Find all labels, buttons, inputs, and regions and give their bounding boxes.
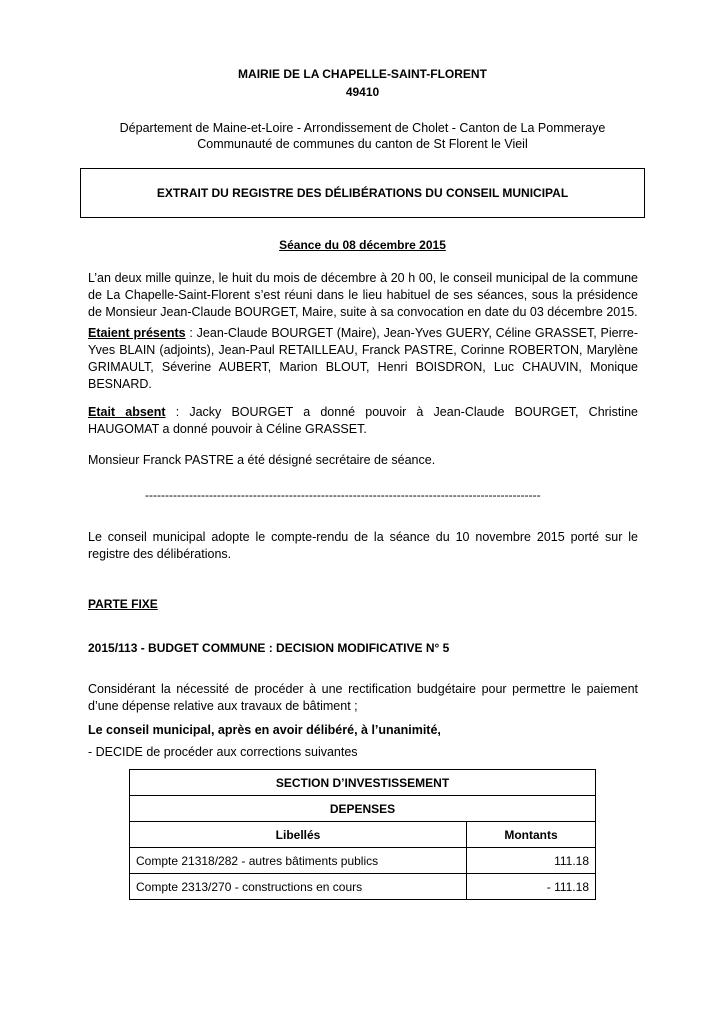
col-montants: Montants (467, 822, 596, 848)
row-libelle: Compte 21318/282 - autres bâtiments publics (130, 848, 467, 874)
postal-code: 49410 (345, 85, 380, 99)
secretaire-line: Monsieur Franck PASTRE a été désigné secrétaire de séance. (88, 453, 436, 467)
row-montant: - 111.18 (467, 874, 596, 900)
table-section-header: SECTION D’INVESTISSEMENT (130, 770, 596, 796)
mairie-title: MAIRIE DE LA CHAPELLE-SAINT-FLORENT (238, 67, 487, 81)
absent-text: : Jacky BOURGET a donné pouvoir à Jean-Claude BOURGET, Christine HAUGOMAT a donné pouvoir à Céline GRASSET. (88, 405, 638, 436)
table-header-row (130, 822, 596, 848)
row-montant: 111.18 (467, 848, 596, 874)
compte-rendu-paragraph: Le conseil municipal adopte le compte-rendu de la séance du 10 novembre 2015 porté sur le registre des délibérations. (88, 530, 638, 561)
table-row (130, 848, 596, 874)
table-sub-header: DEPENSES (130, 796, 596, 822)
intro-paragraph: L’an deux mille quinze, le huit du mois de décembre à 20 h 00, le conseil municipal de la commune de La Chapelle-Saint-Florent s’est réuni dans le lieu habituel de ses séances, sous la présidence de Monsieur Jean-Claude BOURGET, Maire, suite à sa convocation en date du 03 décembre 2015. (88, 271, 638, 319)
presents-label: Etaient présents (88, 326, 186, 340)
partie-fixe-heading: PARTE FIXE (88, 597, 158, 611)
extrait-title: EXTRAIT DU REGISTRE DES DÉLIBÉRATIONS DU CONSEIL MUNICIPAL (156, 186, 569, 200)
departement-line: Département de Maine-et-Loire - Arrondissement de Cholet - Canton de La Pommeraye (119, 121, 606, 135)
table-section-row (130, 770, 596, 796)
absent-paragraph (88, 404, 638, 438)
conseil-line: Le conseil municipal, après en avoir délibéré, à l’unanimité, (88, 723, 441, 737)
table-row (130, 874, 596, 900)
budget-table (129, 769, 596, 900)
table-sub-row (130, 796, 596, 822)
absent-label: Etait absent (88, 405, 166, 419)
separator-line: --------------------------------------------------------------------------------------------------- (145, 488, 541, 502)
row-libelle: Compte 2313/270 - constructions en cours (130, 874, 467, 900)
presents-text: : Jean-Claude BOURGET (Maire), Jean-Yves GUERY, Céline GRASSET, Pierre-Yves BLAIN (adjoints), Jean-Paul RETAILLEAU, Franck PASTRE, Corinne ROBERTON, Marylène GRIMAULT, Séverine AUBERT, Marion BLOUT, Henri BOISDRON, Luc CHAUVIN, Monique BESNARD. (88, 326, 638, 391)
decide-line: - DECIDE de procéder aux corrections suivantes (88, 745, 358, 759)
deliberation-title: 2015/113 - BUDGET COMMUNE : DECISION MODIFICATIVE N° 5 (88, 641, 450, 655)
seance-title: Séance du 08 décembre 2015 (279, 238, 446, 252)
communaute-line: Communauté de communes du canton de St Florent le Vieil (197, 137, 528, 151)
col-libelles: Libellés (130, 822, 467, 848)
presents-paragraph (88, 325, 638, 393)
considerant-paragraph: Considérant la nécessité de procéder à une rectification budgétaire pour permettre le paiement d’une dépense relative aux travaux de bâtiment ; (88, 682, 638, 713)
